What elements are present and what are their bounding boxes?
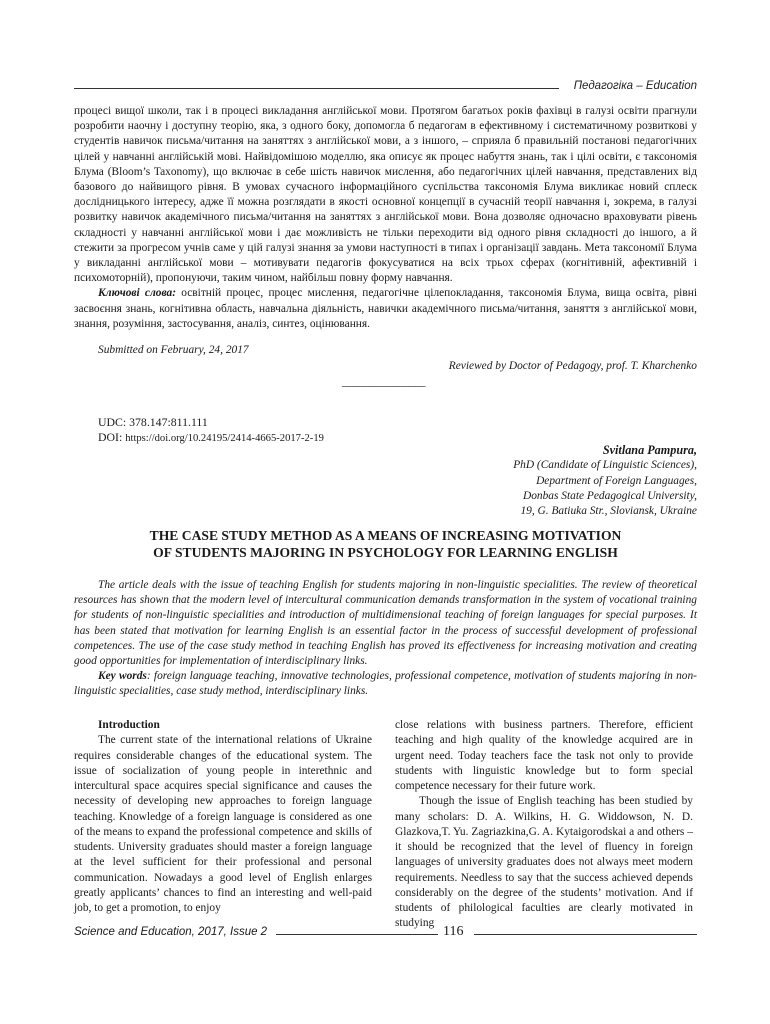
reviewer: Reviewed by Doctor of Pedagogy, prof. T. Kharchenko xyxy=(448,360,697,372)
ukrainian-keywords-text: освітній процес, процес мислення, педагогічне цілепокладання, таксономія Блума, вища освіта, рівні засвоєння знань, когнітивна область, навчальна діяльність, навички академічного письма/читання, заняття з англійської мови, знання, розуміння, застосування, аналіз, синтез, оцінювання. xyxy=(74,287,697,330)
introduction-heading: Introduction xyxy=(98,719,160,731)
doi-line xyxy=(98,430,324,446)
english-keywords-text: : foreign language teaching, innovative technologies, professional competence, motivation of students majoring in non-linguistic specialities, case study method, interdisciplinary links. xyxy=(74,670,697,698)
article-title-line1: THE CASE STUDY METHOD AS A MEANS OF INCREASING MOTIVATION xyxy=(149,528,622,543)
header-rule xyxy=(74,88,559,89)
article-title xyxy=(74,527,697,561)
left-column xyxy=(74,718,372,916)
english-keywords-label: Key words xyxy=(98,670,147,683)
section-separator: ________________ xyxy=(342,376,426,388)
submitted-date: Submitted on February, 24, 2017 xyxy=(98,344,249,356)
ukrainian-abstract xyxy=(74,104,697,332)
english-keywords xyxy=(74,669,697,699)
author-info xyxy=(513,443,697,519)
author-degree: PhD (Candidate of Linguistic Sciences), xyxy=(513,459,697,472)
footer-rule-left xyxy=(276,934,438,935)
author-university: Donbas State Pedagogical University, xyxy=(523,489,697,502)
udc-code: UDC: 378.147:811.111 xyxy=(98,415,208,429)
author-department: Department of Foreign Languages, xyxy=(536,474,697,487)
ukrainian-keywords xyxy=(74,286,697,332)
author-address: 19, G. Batiuka Str., Sloviansk, Ukraine xyxy=(520,505,697,518)
page-footer xyxy=(74,926,697,942)
footer-rule-right xyxy=(474,934,697,935)
article-title-line2: OF STUDENTS MAJORING IN PSYCHOLOGY FOR LEARNING ENGLISH xyxy=(153,545,618,560)
page-number: 116 xyxy=(443,924,464,939)
ukrainian-abstract-body: процесі вищої школи, так і в процесі викладання англійської мови. Протягом багатьох років фахівці в галузі освіти прагнули розробити наочну і доступну теорію, яка, з одного боку, допомогла б педагогам в ефективному і систематичному розвиткові у студентів навичок письма/читання на заняттях з англійської мови, а з іншого, – сприяла б правильній постанові педагогічних цілей у навчанні англійській мові. Найвідомішою моделлю, яка описує як процес набуття знань, так і цілі освіти, є таксономія Блума (Bloom’s Taxonomy), що включає в себе шість навичок мислення, або педагогічних цілей навчання, представлених від базового до найвищого рівня. В умовах сучасного інформаційного суспільства таксономія Блума викликає новий сплеск дослідницького інтересу, адже її можна розглядати в якості основної концепції в сучасній теорії навчання і, зокрема, в галузі розвитку навичок академічного письма/читання на заняттях з англійської мови. Вона дозволяє одночасно враховувати рівень складності у навчанні англійської мови і дає можливість не тільки переходити від одного рівня складності до іншого, а й стежити за прогресом учнів саме у цій галузі знання за умови наступності в типах і організації завдань. Мета таксономії Блума у викладанні англійської мови – мотивувати педагогів фокусуватися на всіх трьох сферах (когнітивній, афективній і психомоторній), пропонуючи, таким чином, найбільш повну форму навчання. xyxy=(74,105,697,285)
ukrainian-keywords-label: Ключові слова: xyxy=(98,287,176,300)
right-column xyxy=(395,718,693,932)
running-header: Педагогіка – Education xyxy=(573,80,697,92)
doi-label: DOI: xyxy=(98,430,126,444)
right-column-paragraph-2: Though the issue of English teaching has been studied by many scholars: D. A. Wilkins, H. G. Widdowson, N. D. Glazkova,T. Yu. Zagriazkina,G. A. Kytaigorodskai a and others – it should be recognized that the level of fluency in foreign languages of university graduates does not always meet modern requirements. Needless to say that the success achieved depends considerably on the degree of the students’ motivation. And if students of philological faculties are clearly motivated in studying xyxy=(395,795,693,930)
english-abstract-body: The article deals with the issue of teaching English for students majoring in non-linguistic specialities. The review of theoretical resources has shown that the modern level of intercultural communication demands transformation in the system of vocational training for students of non-linguistic specialities and introduction of multidimensional teaching of foreign languages for special purposes. It has been stated that motivation for learning English is an essential factor in the process of successful development of professional competences. The use of the case study method in teaching English has proved its effectiveness for increasing motivation and creating good opportunities for implementation of interdisciplinary links. xyxy=(74,579,697,668)
footer-journal: Science and Education, 2017, Issue 2 xyxy=(74,926,268,938)
doi-link[interactable]: https://doi.org/10.24195/2414-4665-2017-2-19 xyxy=(125,433,324,444)
article-identifiers xyxy=(98,415,324,446)
author-name: Svitlana Pampura, xyxy=(602,443,697,457)
right-column-paragraph-1: close relations with business partners. Therefore, efficient teaching and high quality of the knowledge acquired are in urgent need. Today teachers face the task not only to provide students with linguistic knowledge but to form special competence necessary for their future work. xyxy=(395,719,693,792)
english-abstract xyxy=(74,578,697,700)
left-column-paragraph: The current state of the international relations of Ukraine requires considerable changes of the educational system. The issue of socialization of young people in interethnic and intercultural space acquires special significance and causes the necessity of developing new approaches to foreign language teaching. Knowledge of a foreign language is considered as one of the means to expand the professional competence and skills of students. University graduates should master a foreign language at the level sufficient for their professional and personal communication. Nowadays a good level of English enlarges greatly applicants’ chances to find an interesting and well-paid job, to get a promotion, to enjoy xyxy=(74,734,372,914)
